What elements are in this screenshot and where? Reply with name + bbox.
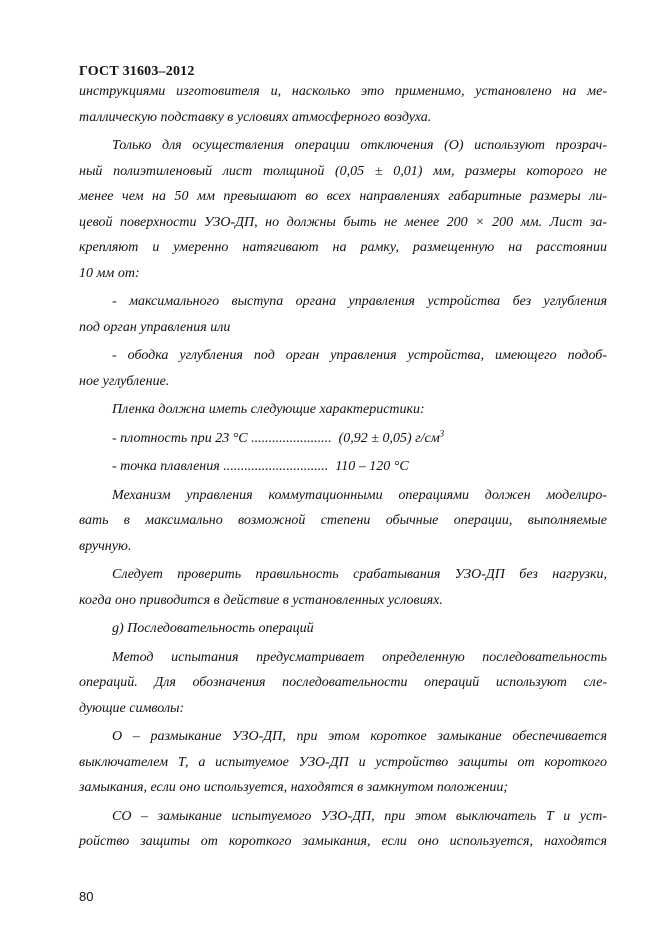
text-line: таллическую подставку в условиях атмосферного воздуха.	[79, 109, 432, 125]
spec-label: - точка плавления ..............................	[112, 459, 329, 474]
paragraph-1	[79, 79, 607, 130]
text-line: О – размыкание УЗО-ДП, при этом короткое замыкание обеспечивается	[112, 729, 607, 744]
text-line: замыкания, если оно используется, находятся в замкнутом положении;	[79, 780, 509, 795]
text-line: ройство защиты от короткого замыкания, если оно используется, находятся	[79, 834, 607, 849]
text-line: операций. Для обозначения последовательности операций используют сле-	[79, 675, 607, 690]
text-line: вручную.	[79, 538, 132, 554]
text-line: дующие символы:	[79, 700, 185, 716]
spec-label: - плотность при 23 °С .......................	[112, 430, 332, 446]
paragraph-2	[79, 133, 607, 286]
paragraph-method	[79, 645, 607, 722]
text-line: крепляют и умеренно натягивают на рамку, размещенную на расстоянии	[79, 240, 607, 255]
text-line: Только для осуществления операции отключения (О) используют прозрач-	[112, 138, 607, 153]
list-item-2	[79, 343, 607, 394]
text-line: ное углубление.	[79, 373, 170, 389]
text-line: - ободка углубления под орган управления устройства, имеющего подоб-	[112, 348, 607, 363]
document-header: ГОСТ 31603–2012	[79, 64, 195, 79]
spec-value: (0,92 ± 0,05) г/см	[338, 430, 440, 446]
symbol-o	[79, 724, 607, 801]
text-line: вать в максимально возможной степени обычные операции, выполняемые	[79, 513, 607, 528]
paragraph-film	[79, 397, 607, 423]
symbol-co	[79, 804, 607, 855]
text-line: Следует проверить правильность срабатывания УЗО-ДП без нагрузки,	[112, 567, 607, 582]
text-line: СО – замыкание испытуемого УЗО-ДП, при этом выключатель Т и уст-	[112, 808, 607, 824]
text-line: выключателем Т, а испытуемое УЗО-ДП и устройство защиты от короткого	[79, 754, 607, 770]
document-body	[79, 79, 607, 855]
spec-superscript: 3	[439, 427, 445, 438]
text-line: инструкциями изготовителя и, насколько это применимо, установлено на ме-	[79, 84, 607, 99]
paragraph-mechanism	[79, 483, 607, 560]
text-line: менее чем на 50 мм превышают во всех направлениях габаритные размеры ли-	[79, 189, 607, 204]
paragraph-check	[79, 562, 607, 613]
list-item-1	[79, 289, 607, 340]
spec-melting-point	[79, 454, 607, 480]
text-line: g) Последовательность операций	[112, 621, 314, 636]
text-line: когда оно приводится в действие в установленных условиях.	[79, 592, 443, 608]
text-line: Механизм управления коммутационными операциями должен моделиро-	[112, 487, 607, 503]
text-line: Пленка должна иметь следующие характеристики:	[112, 402, 425, 417]
text-line: ный полиэтиленовый лист толщиной (0,05 ± 0,01) мм, размеры которого не	[79, 163, 607, 179]
spec-value: 110 – 120 °С	[335, 459, 409, 474]
text-line: под орган управления или	[79, 319, 231, 335]
text-line: Метод испытания предусматривает определенную последовательность	[112, 649, 607, 665]
spec-density	[79, 426, 607, 452]
section-heading-g	[79, 616, 607, 642]
text-line: 10 мм от:	[79, 265, 140, 281]
text-line: - максимального выступа органа управления устройства без углубления	[112, 294, 607, 309]
page-number: 80	[79, 889, 94, 904]
text-line: цевой поверхности УЗО-ДП, но должны быть не менее 200 × 200 мм. Лист за-	[79, 214, 607, 230]
